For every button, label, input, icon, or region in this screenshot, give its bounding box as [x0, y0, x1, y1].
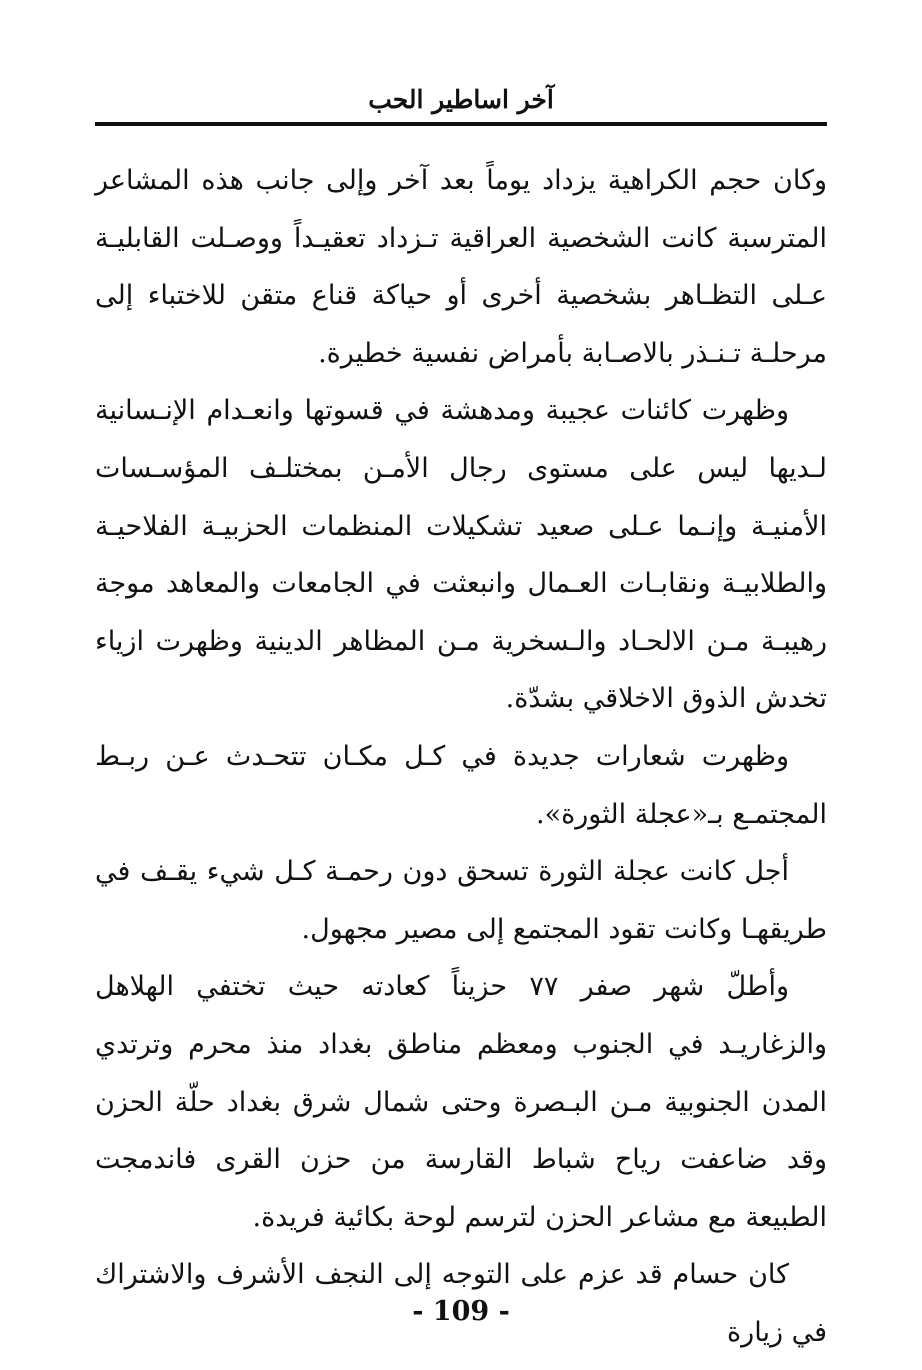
paragraph-4: أجل كانت عجلة الثورة تسحق دون رحمـة كـل شيء يقـف في طريقهـا وكانت تقود المجتمع إلى مصير مجهول.: [95, 856, 827, 945]
paragraph-6: كان حسام قد عزم على التوجه إلى النجف الأشرف والاشتراك في زيارة: [95, 1259, 827, 1348]
paragraph-5: وأطلّ شهر صفر ٧٧ حزيناً كعادته حيث تختفي الهلاهل والزغاريـد في الجنوب ومعظم مناطق بغداد منذ محرم وترتدي المدن الجنوبية مـن البـصرة وحتى شمال شرق بغداد حلّة الحزن وقد ضاعفت رياح شباط القارسة من حزن القرى فاندمجت الطبيعة مع مشاعر الحزن لترسم لوحة بكائية فريدة.: [95, 971, 827, 1233]
body-text: [95, 152, 827, 1361]
running-header-title: آخر اساطير الحب: [368, 85, 554, 114]
page-number: - 109 -: [412, 1296, 510, 1327]
header-rule: [95, 122, 827, 126]
paragraph-3: وظهرت شعارات جديدة في كـل مكـان تتحـدث عـن ربـط المجتمـع بـ«عجلة الثورة».: [95, 740, 827, 830]
paragraph-1: وكان حجم الكراهية يزداد يوماً بعد آخر وإلى جانب هذه المشاعر المترسبة كانت الشخصية العراقية تـزداد تعقيـداً ووصـلت القابليـة عـلى التظـاهر بشخصية أخرى أو حياكة قناع متقن للاختباء إلى مرحلـة تـنـذر بالاصـابة بأمراض نفسية خطيرة.: [95, 165, 827, 369]
paragraph-2: وظهرت كائنات عجيبة ومدهشة في قسوتها وانعـدام الإنـسانية لـديها ليس على مستوى رجال الأمـن بمختلـف المؤسـسات الأمنيـة وإنـما عـلى صعيد تشكيلات المنظمات الحزبيـة الفلاحيـة والطلابيـة ونقابـات العـمال وانبعثت في الجامعات والمعاهد موجة رهيبـة مـن الالحـاد والـسخرية مـن المظاهر الدينية وظهرت ازياء تخدش الذوق الاخلاقي بشدّة.: [95, 395, 827, 715]
